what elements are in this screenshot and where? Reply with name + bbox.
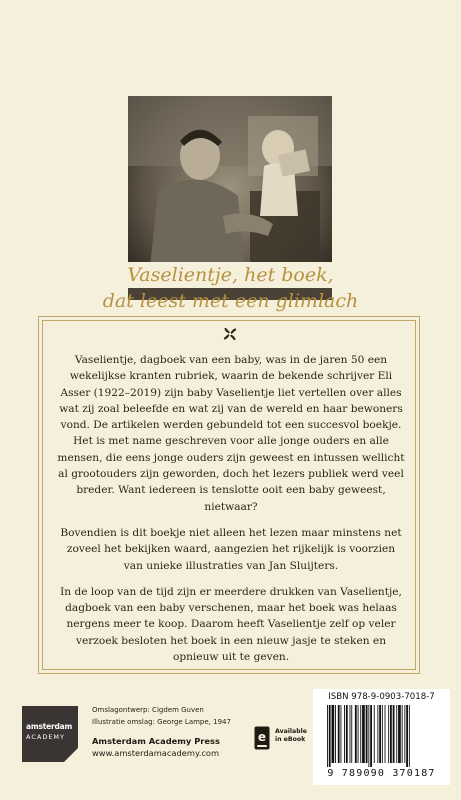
ebook-line-1: Available (275, 728, 307, 735)
barcode-bar (341, 705, 342, 763)
barcode-bar (388, 705, 389, 763)
barcode-bar (404, 705, 405, 763)
barcode-bar (402, 705, 403, 763)
publisher-logo (22, 706, 78, 762)
cover-design-credit: Omslagontwerp: Cigdem Guven (92, 706, 204, 714)
barcode-bar (335, 705, 336, 763)
logo-corner (64, 748, 78, 762)
barcode-bars (327, 705, 436, 767)
barcode-bar (358, 705, 359, 763)
isbn-label: ISBN 978-9-0903-7018-7 (328, 692, 435, 702)
press-info (92, 735, 220, 759)
logo-line-2: ACADEMY (26, 733, 66, 741)
barcode-bar (344, 705, 345, 763)
paragraph: In de loop van de tijd zijn er meerdere drukken van Vaselientje, dagboek van een baby verschenen, maar het boek was helaas nergens meer te koop. Daarom heeft Vaselientje zelf op veler verzoek besloten het boek in een nieuw jasje te steken en opnieuw uit te geven. (60, 585, 402, 664)
barcode-bar (374, 705, 375, 763)
ornament-icon (222, 326, 238, 342)
headline-line-1: Vaselientje, het boek, (123, 262, 337, 288)
cover-illustration-credit: Illustratie omslag: George Lampe, 1947 (92, 718, 231, 726)
barcode-bar (360, 705, 361, 763)
press-name: Amsterdam Academy Press (92, 736, 220, 746)
barcode-bar (327, 705, 328, 767)
headline-line-2: dat leest met een glimlach (102, 290, 359, 312)
barcode-bar (379, 705, 381, 763)
barcode-bar (355, 705, 357, 763)
paragraph: Bovendien is dit boekje niet alleen het lezen maar minstens net zoveel het bekijken waard, aangezien het rijkelijk is voorzien van unieke illustraties van Jan Sluijters. (60, 526, 402, 572)
barcode-bar (329, 705, 331, 767)
barcode-bar (393, 705, 395, 763)
description-text (56, 352, 406, 675)
headline (0, 262, 461, 314)
barcode-bar (362, 705, 365, 763)
barcode-bar (409, 705, 410, 767)
barcode-bar (396, 705, 397, 763)
barcode-bar (368, 705, 369, 767)
barcode-bar (351, 705, 352, 763)
barcode-bar (338, 705, 340, 763)
barcode-bar (390, 705, 392, 763)
barcode-bar (385, 705, 386, 763)
barcode-bar (332, 705, 335, 763)
ebook-label (275, 728, 307, 744)
ebook-icon (254, 726, 270, 750)
barcode-bar (377, 705, 378, 763)
ebook-icon-letter: e (257, 730, 267, 744)
credits (92, 704, 231, 728)
barcode (313, 689, 450, 785)
barcode-bar (346, 705, 348, 763)
barcode-bar (366, 705, 368, 763)
barcode-bar (398, 705, 401, 763)
ebook-line-2: in eBook (275, 736, 306, 743)
barcode-bar (370, 705, 372, 767)
barcode-digits: 9 789090 370187 (327, 768, 436, 779)
press-website: www.amsterdamacademy.com (92, 748, 220, 758)
barcode-bar (350, 705, 351, 763)
barcode-bar (382, 705, 383, 763)
logo-line-1: amsterdam (26, 722, 73, 731)
barcode-bar (406, 705, 408, 767)
paragraph: Vaselientje, dagboek van een baby, was in de jaren 50 een wekelijkse kranten rubriek, waarin de bekende schrijver Eli Asser (1922–2019) zijn baby Vaselientje liet vertellen over alles wat zij zoal beleefde en wat zij van de wereld en haar bewoners vond. De artikelen werden gebundeld tot een succesvol boekje. Het is met name geschreven voor alle jonge ouders en alle mensen, die eens jonge ouders zijn geweest en intussen wellicht al grootouders zijn geworden, doch het lezers publiek werd veel breder. Want iedereen is tenslotte ooit een baby geweest, nietwaar? (57, 354, 405, 513)
